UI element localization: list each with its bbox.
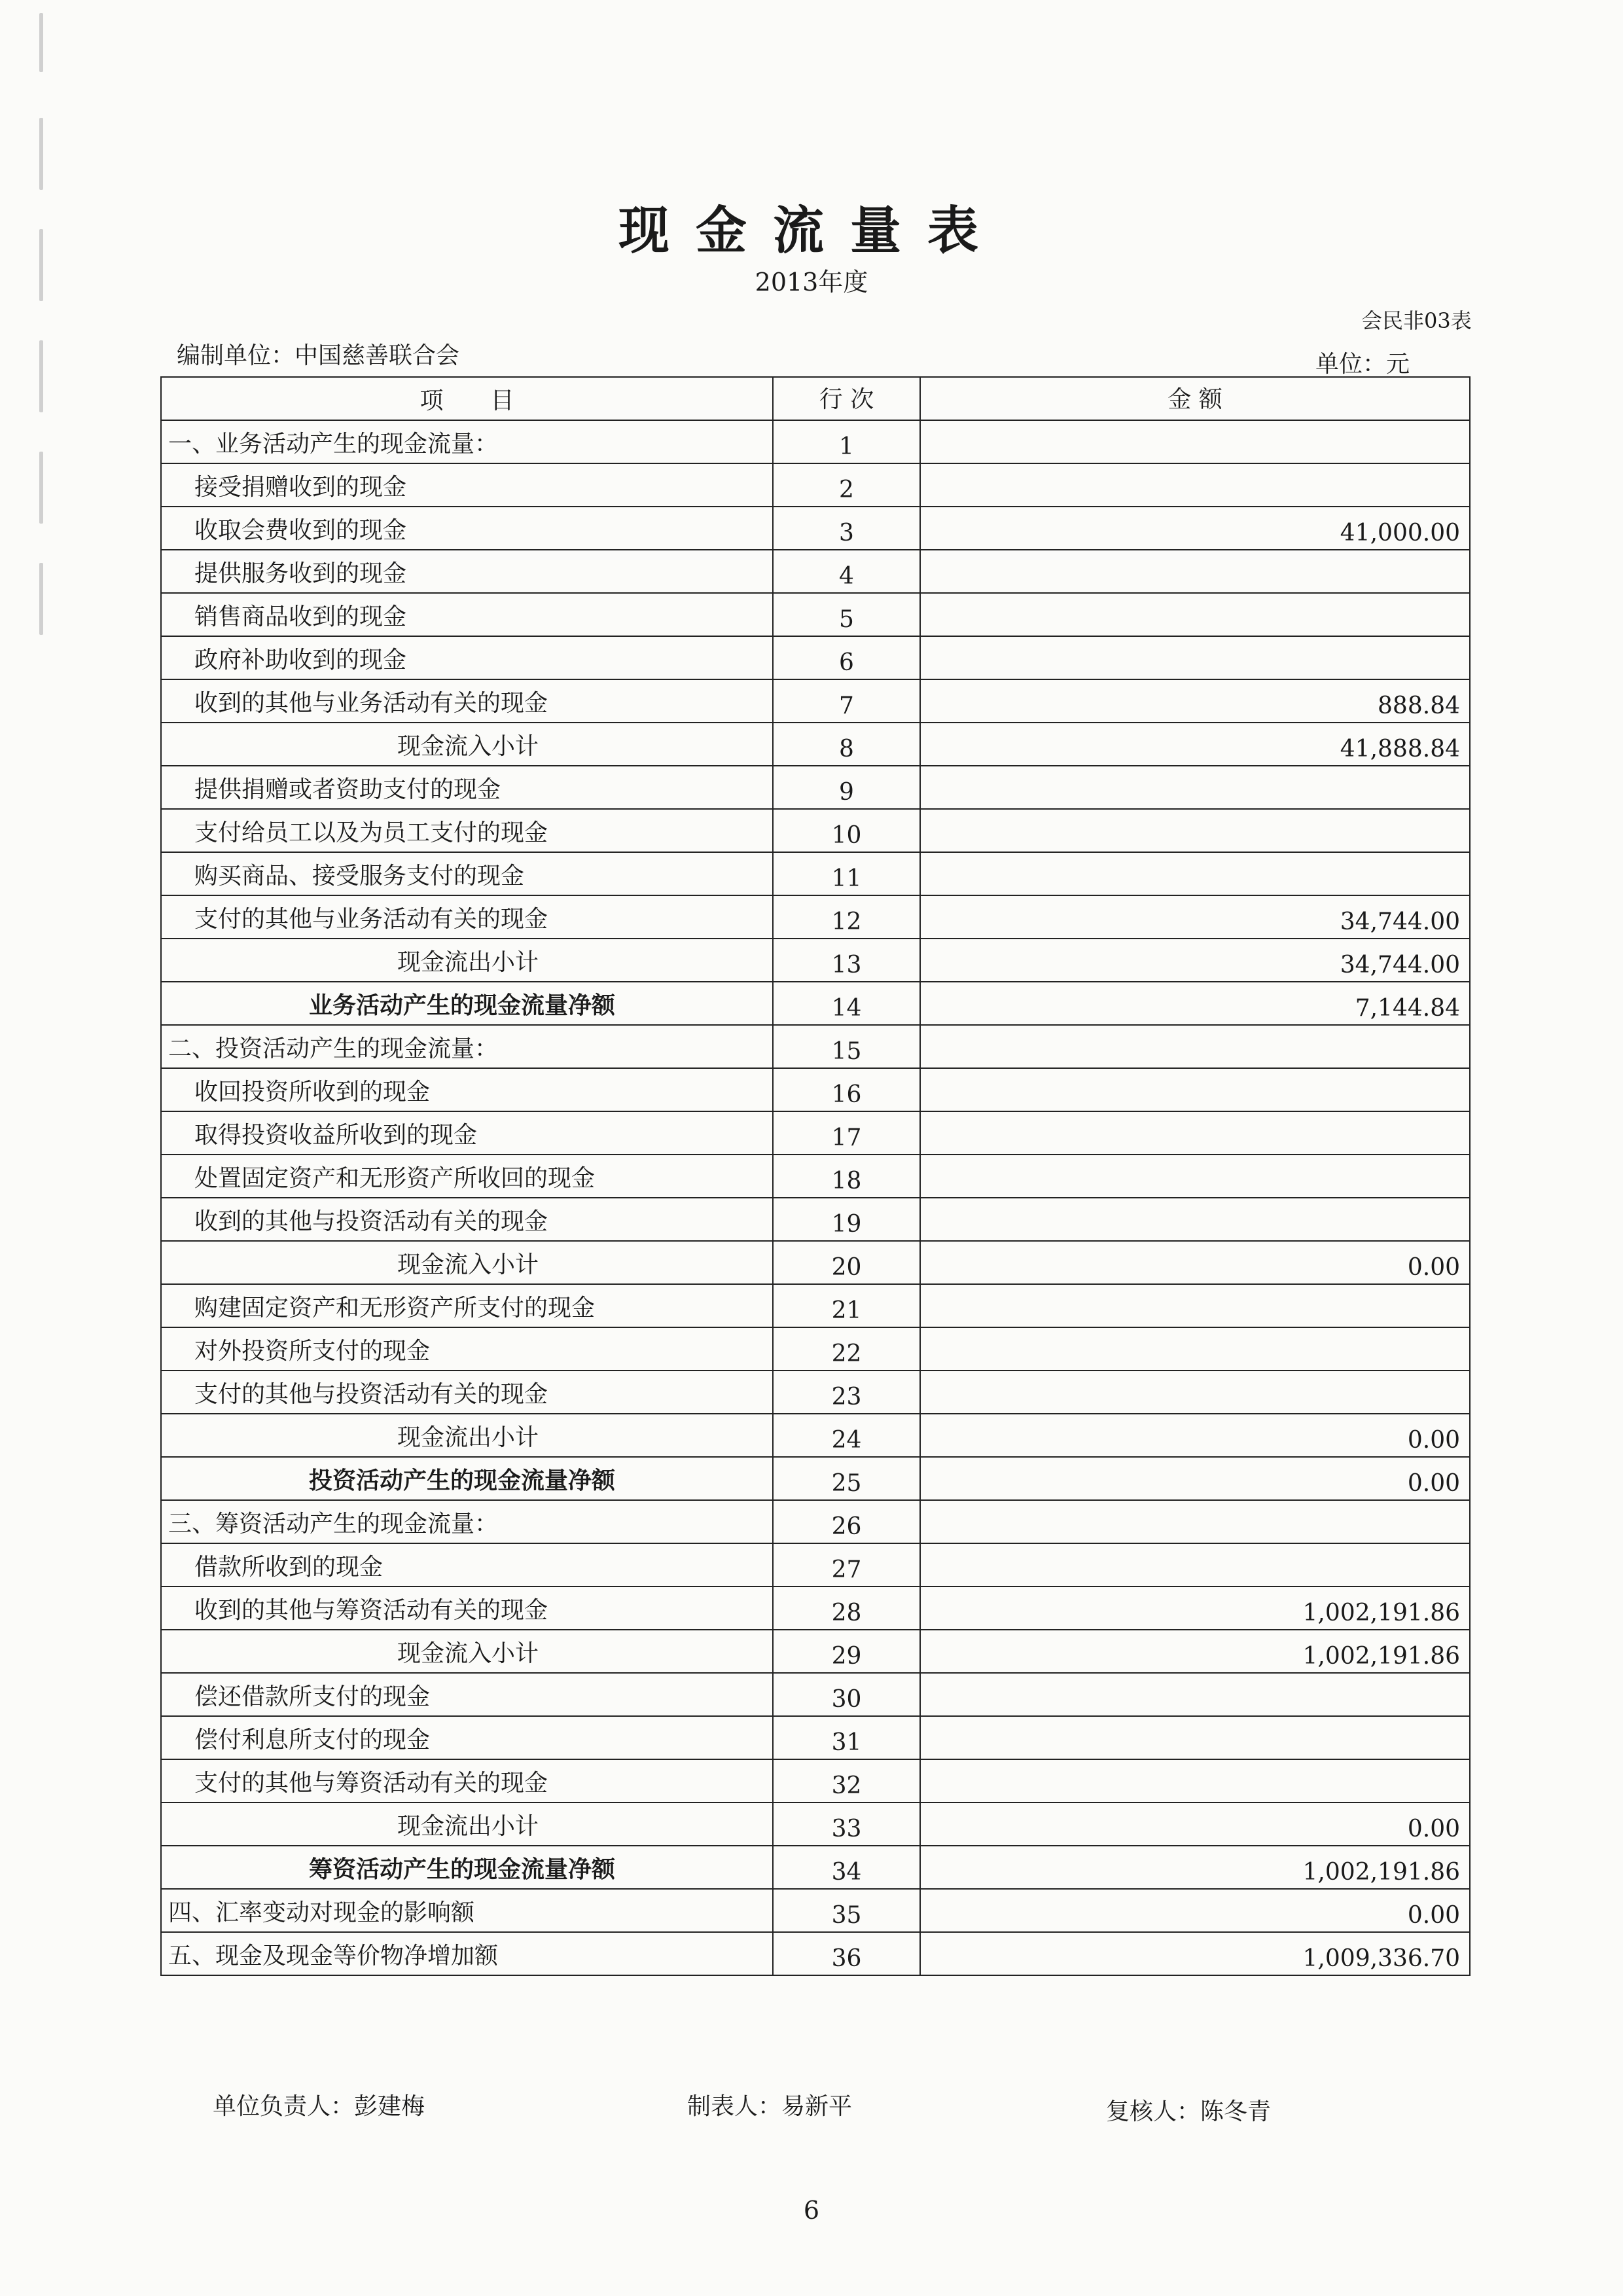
row-item-cell: 现金流入小计 (161, 1630, 773, 1673)
row-amount-cell (920, 1716, 1470, 1759)
table-header-row (161, 377, 1470, 420)
table-row (161, 1889, 1470, 1932)
row-amount-cell (920, 1155, 1470, 1198)
column-header-amount: 金 额 (920, 377, 1470, 420)
row-number-cell: 33 (773, 1803, 920, 1846)
row-number-cell: 5 (773, 593, 920, 636)
table-row (161, 1068, 1470, 1111)
row-amount-cell: 41,888.84 (920, 723, 1470, 766)
table-row (161, 1284, 1470, 1327)
scan-edge-mark (39, 340, 43, 412)
table-row (161, 1327, 1470, 1371)
row-item-cell: 一、业务活动产生的现金流量： (161, 420, 773, 463)
row-amount-cell (920, 1500, 1470, 1543)
row-number-cell: 19 (773, 1198, 920, 1241)
row-amount-cell: 1,002,191.86 (920, 1846, 1470, 1889)
row-amount-cell: 0.00 (920, 1241, 1470, 1284)
row-number-cell: 34 (773, 1846, 920, 1889)
table-row (161, 1025, 1470, 1068)
table-row (161, 1932, 1470, 1975)
row-amount-cell (920, 463, 1470, 507)
row-number-cell: 2 (773, 463, 920, 507)
row-item-cell: 支付的其他与筹资活动有关的现金 (161, 1759, 773, 1803)
row-amount-cell: 1,002,191.86 (920, 1587, 1470, 1630)
row-amount-cell: 7,144.84 (920, 982, 1470, 1025)
row-amount-cell (920, 1068, 1470, 1111)
row-item-cell: 现金流出小计 (161, 939, 773, 982)
row-number-cell: 8 (773, 723, 920, 766)
row-amount-cell: 1,002,191.86 (920, 1630, 1470, 1673)
row-amount-cell (920, 1543, 1470, 1587)
row-item-cell: 支付的其他与投资活动有关的现金 (161, 1371, 773, 1414)
row-amount-cell (920, 1284, 1470, 1327)
table-row (161, 1155, 1470, 1198)
table-row (161, 1500, 1470, 1543)
row-number-cell: 30 (773, 1673, 920, 1716)
table-row (161, 463, 1470, 507)
table-row (161, 636, 1470, 679)
row-item-cell: 借款所收到的现金 (161, 1543, 773, 1587)
row-item-cell: 投资活动产生的现金流量净额 (161, 1457, 773, 1500)
row-item-cell: 筹资活动产生的现金流量净额 (161, 1846, 773, 1889)
row-amount-cell (920, 1327, 1470, 1371)
table-row (161, 939, 1470, 982)
table-row (161, 1673, 1470, 1716)
row-number-cell: 15 (773, 1025, 920, 1068)
row-amount-cell: 34,744.00 (920, 895, 1470, 939)
row-item-cell: 收到的其他与筹资活动有关的现金 (161, 1587, 773, 1630)
preparer-signature: 制表人：易新平 (687, 2093, 853, 2120)
scan-edge-mark (39, 452, 43, 524)
row-amount-cell: 888.84 (920, 679, 1470, 723)
page-title: 现金流量表 (618, 201, 1005, 260)
row-amount-cell: 0.00 (920, 1414, 1470, 1457)
row-item-cell: 业务活动产生的现金流量净额 (161, 982, 773, 1025)
row-number-cell: 21 (773, 1284, 920, 1327)
row-item-cell: 收到的其他与业务活动有关的现金 (161, 679, 773, 723)
row-number-cell: 20 (773, 1241, 920, 1284)
row-item-cell: 收取会费收到的现金 (161, 507, 773, 550)
table-row (161, 1846, 1470, 1889)
table-row (161, 1371, 1470, 1414)
row-number-cell: 36 (773, 1932, 920, 1975)
currency-unit: 单位：元 (1315, 351, 1410, 378)
row-number-cell: 9 (773, 766, 920, 809)
row-item-cell: 现金流入小计 (161, 1241, 773, 1284)
row-item-cell: 接受捐赠收到的现金 (161, 463, 773, 507)
row-amount-cell (920, 852, 1470, 895)
row-item-cell: 二、投资活动产生的现金流量： (161, 1025, 773, 1068)
row-amount-cell (920, 1198, 1470, 1241)
scan-edge-mark (39, 118, 43, 190)
row-item-cell: 收到的其他与投资活动有关的现金 (161, 1198, 773, 1241)
table-row (161, 1803, 1470, 1846)
row-item-cell: 偿还借款所支付的现金 (161, 1673, 773, 1716)
row-item-cell: 取得投资收益所收到的现金 (161, 1111, 773, 1155)
table-row (161, 1457, 1470, 1500)
row-amount-cell: 34,744.00 (920, 939, 1470, 982)
row-item-cell: 销售商品收到的现金 (161, 593, 773, 636)
row-number-cell: 3 (773, 507, 920, 550)
table-row (161, 1111, 1470, 1155)
table-row (161, 1198, 1470, 1241)
row-number-cell: 31 (773, 1716, 920, 1759)
row-amount-cell: 0.00 (920, 1457, 1470, 1500)
preparing-unit: 编制单位：中国慈善联合会 (177, 342, 460, 369)
table-row (161, 1241, 1470, 1284)
row-amount-cell (920, 809, 1470, 852)
row-number-cell: 10 (773, 809, 920, 852)
row-item-cell: 收回投资所收到的现金 (161, 1068, 773, 1111)
row-item-cell: 现金流入小计 (161, 723, 773, 766)
row-number-cell: 14 (773, 982, 920, 1025)
row-amount-cell (920, 1111, 1470, 1155)
cash-flow-table (160, 376, 1471, 1976)
row-item-cell: 政府补助收到的现金 (161, 636, 773, 679)
table-row (161, 550, 1470, 593)
row-item-cell: 对外投资所支付的现金 (161, 1327, 773, 1371)
row-number-cell: 35 (773, 1889, 920, 1932)
row-item-cell: 提供捐赠或者资助支付的现金 (161, 766, 773, 809)
row-amount-cell (920, 766, 1470, 809)
row-number-cell: 12 (773, 895, 920, 939)
row-item-cell: 现金流出小计 (161, 1414, 773, 1457)
row-item-cell: 现金流出小计 (161, 1803, 773, 1846)
row-number-cell: 1 (773, 420, 920, 463)
row-amount-cell (920, 1759, 1470, 1803)
table-row (161, 1587, 1470, 1630)
row-number-cell: 17 (773, 1111, 920, 1155)
table-row (161, 1716, 1470, 1759)
row-item-cell: 支付的其他与业务活动有关的现金 (161, 895, 773, 939)
table-row (161, 723, 1470, 766)
row-item-cell: 购买商品、接受服务支付的现金 (161, 852, 773, 895)
scan-edge-mark (39, 13, 43, 72)
row-amount-cell: 0.00 (920, 1803, 1470, 1846)
row-amount-cell (920, 593, 1470, 636)
table-row (161, 1630, 1470, 1673)
row-item-cell: 支付给员工以及为员工支付的现金 (161, 809, 773, 852)
table-row (161, 766, 1470, 809)
form-code: 会民非03表 (1361, 308, 1472, 333)
page-number: 6 (803, 2196, 820, 2225)
unit-head-signature: 单位负责人：彭建梅 (213, 2093, 425, 2120)
row-number-cell: 13 (773, 939, 920, 982)
table-row (161, 420, 1470, 463)
row-number-cell: 6 (773, 636, 920, 679)
table-row (161, 593, 1470, 636)
row-number-cell: 28 (773, 1587, 920, 1630)
row-item-cell: 三、筹资活动产生的现金流量： (161, 1500, 773, 1543)
row-item-cell: 提供服务收到的现金 (161, 550, 773, 593)
row-number-cell: 23 (773, 1371, 920, 1414)
row-number-cell: 11 (773, 852, 920, 895)
row-number-cell: 16 (773, 1068, 920, 1111)
row-number-cell: 32 (773, 1759, 920, 1803)
table-row (161, 809, 1470, 852)
row-amount-cell: 1,009,336.70 (920, 1932, 1470, 1975)
row-amount-cell (920, 1025, 1470, 1068)
row-number-cell: 26 (773, 1500, 920, 1543)
table-row (161, 982, 1470, 1025)
report-period: 2013年度 (755, 268, 868, 296)
table-row (161, 507, 1470, 550)
row-number-cell: 29 (773, 1630, 920, 1673)
table-row (161, 679, 1470, 723)
row-amount-cell (920, 1371, 1470, 1414)
table-row (161, 1759, 1470, 1803)
row-item-cell: 偿付利息所支付的现金 (161, 1716, 773, 1759)
table-body (161, 420, 1470, 1975)
table-row (161, 852, 1470, 895)
scan-edge-mark (39, 563, 43, 635)
row-item-cell: 五、现金及现金等价物净增加额 (161, 1932, 773, 1975)
row-amount-cell (920, 1673, 1470, 1716)
column-header-item: 项 目 (161, 377, 773, 420)
row-number-cell: 27 (773, 1543, 920, 1587)
row-amount-cell (920, 550, 1470, 593)
row-amount-cell: 41,000.00 (920, 507, 1470, 550)
row-amount-cell (920, 420, 1470, 463)
row-item-cell: 处置固定资产和无形资产所收回的现金 (161, 1155, 773, 1198)
row-number-cell: 25 (773, 1457, 920, 1500)
row-number-cell: 18 (773, 1155, 920, 1198)
row-number-cell: 4 (773, 550, 920, 593)
table-row (161, 895, 1470, 939)
row-amount-cell (920, 636, 1470, 679)
row-item-cell: 四、汇率变动对现金的影响额 (161, 1889, 773, 1932)
row-number-cell: 24 (773, 1414, 920, 1457)
row-number-cell: 7 (773, 679, 920, 723)
row-number-cell: 22 (773, 1327, 920, 1371)
row-amount-cell: 0.00 (920, 1889, 1470, 1932)
table-row (161, 1414, 1470, 1457)
column-header-row-no: 行 次 (773, 377, 920, 420)
table-row (161, 1543, 1470, 1587)
row-item-cell: 购建固定资产和无形资产所支付的现金 (161, 1284, 773, 1327)
reviewer-signature: 复核人：陈冬青 (1106, 2098, 1272, 2125)
